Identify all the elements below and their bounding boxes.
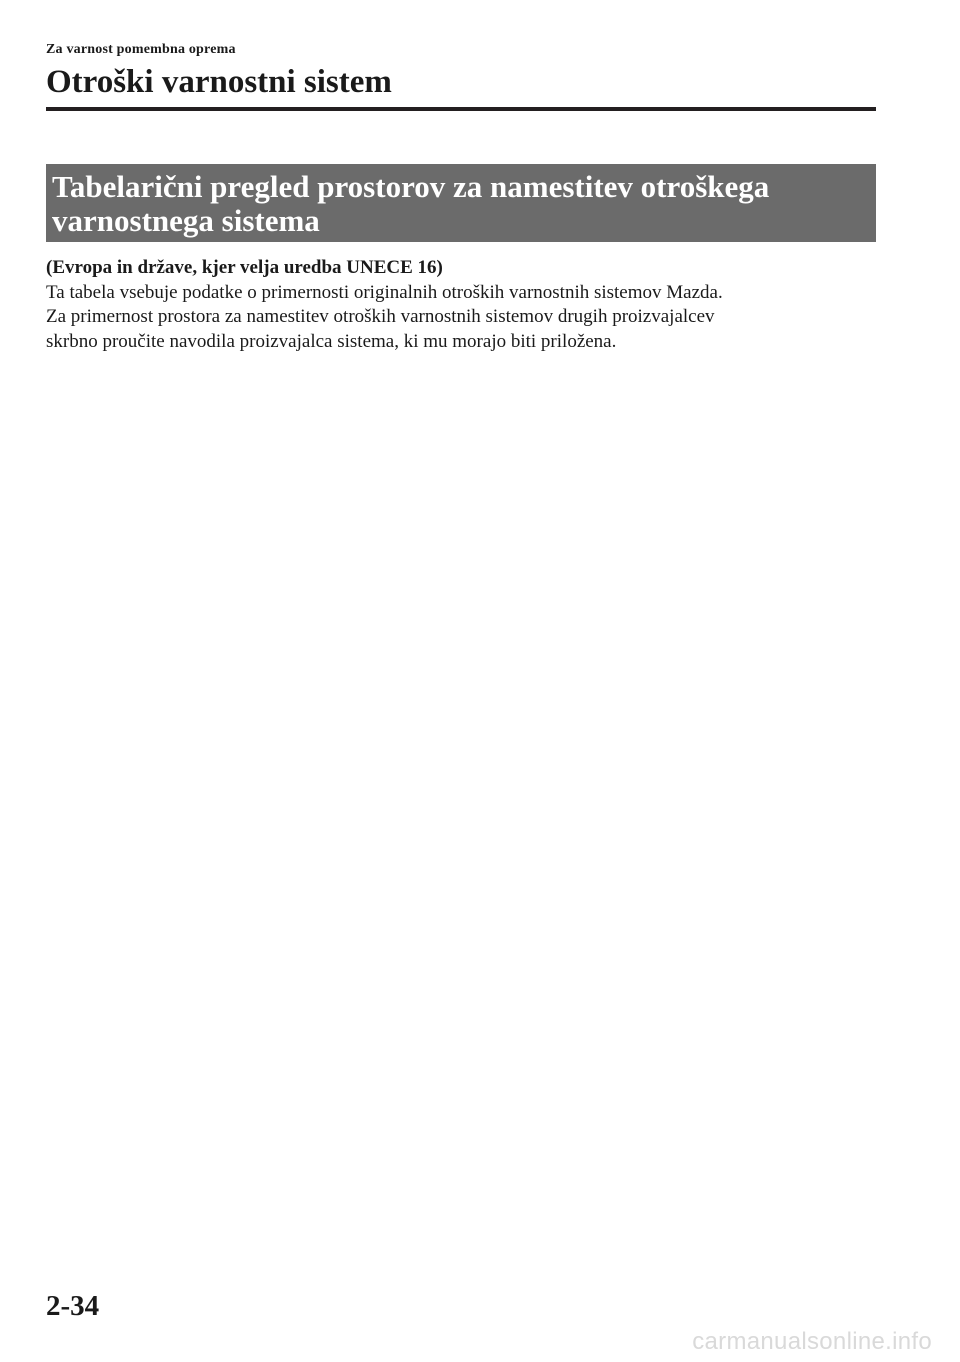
paragraph-line: Za primernost prostora za namestitev otroških varnostnih sistemov drugih proizvajalcev <box>46 306 715 328</box>
page-title: Otroški varnostni sistem <box>46 64 392 100</box>
paragraph-line: skrbno proučite navodila proizvajalca sistema, ki mu morajo biti priložena. <box>46 330 617 352</box>
section-banner <box>46 164 876 242</box>
region-subheading: (Evropa in države, kjer velja uredba UNECE 16) <box>46 257 443 278</box>
watermark: carmanualsonline.info <box>692 1328 932 1355</box>
section-heading-line: Tabelarični pregled prostorov za namestitev otroškega <box>52 169 770 204</box>
section-heading-line: varnostnega sistema <box>52 203 320 238</box>
page-number: 2-34 <box>46 1290 100 1322</box>
breadcrumb: Za varnost pomembna oprema <box>46 42 236 57</box>
section-content <box>46 256 876 354</box>
paragraph-line: Ta tabela vsebuje podatke o primernosti originalnih otroških varnostnih sistemov Mazda. <box>46 281 723 303</box>
section-heading <box>52 170 868 238</box>
title-divider <box>46 107 876 111</box>
